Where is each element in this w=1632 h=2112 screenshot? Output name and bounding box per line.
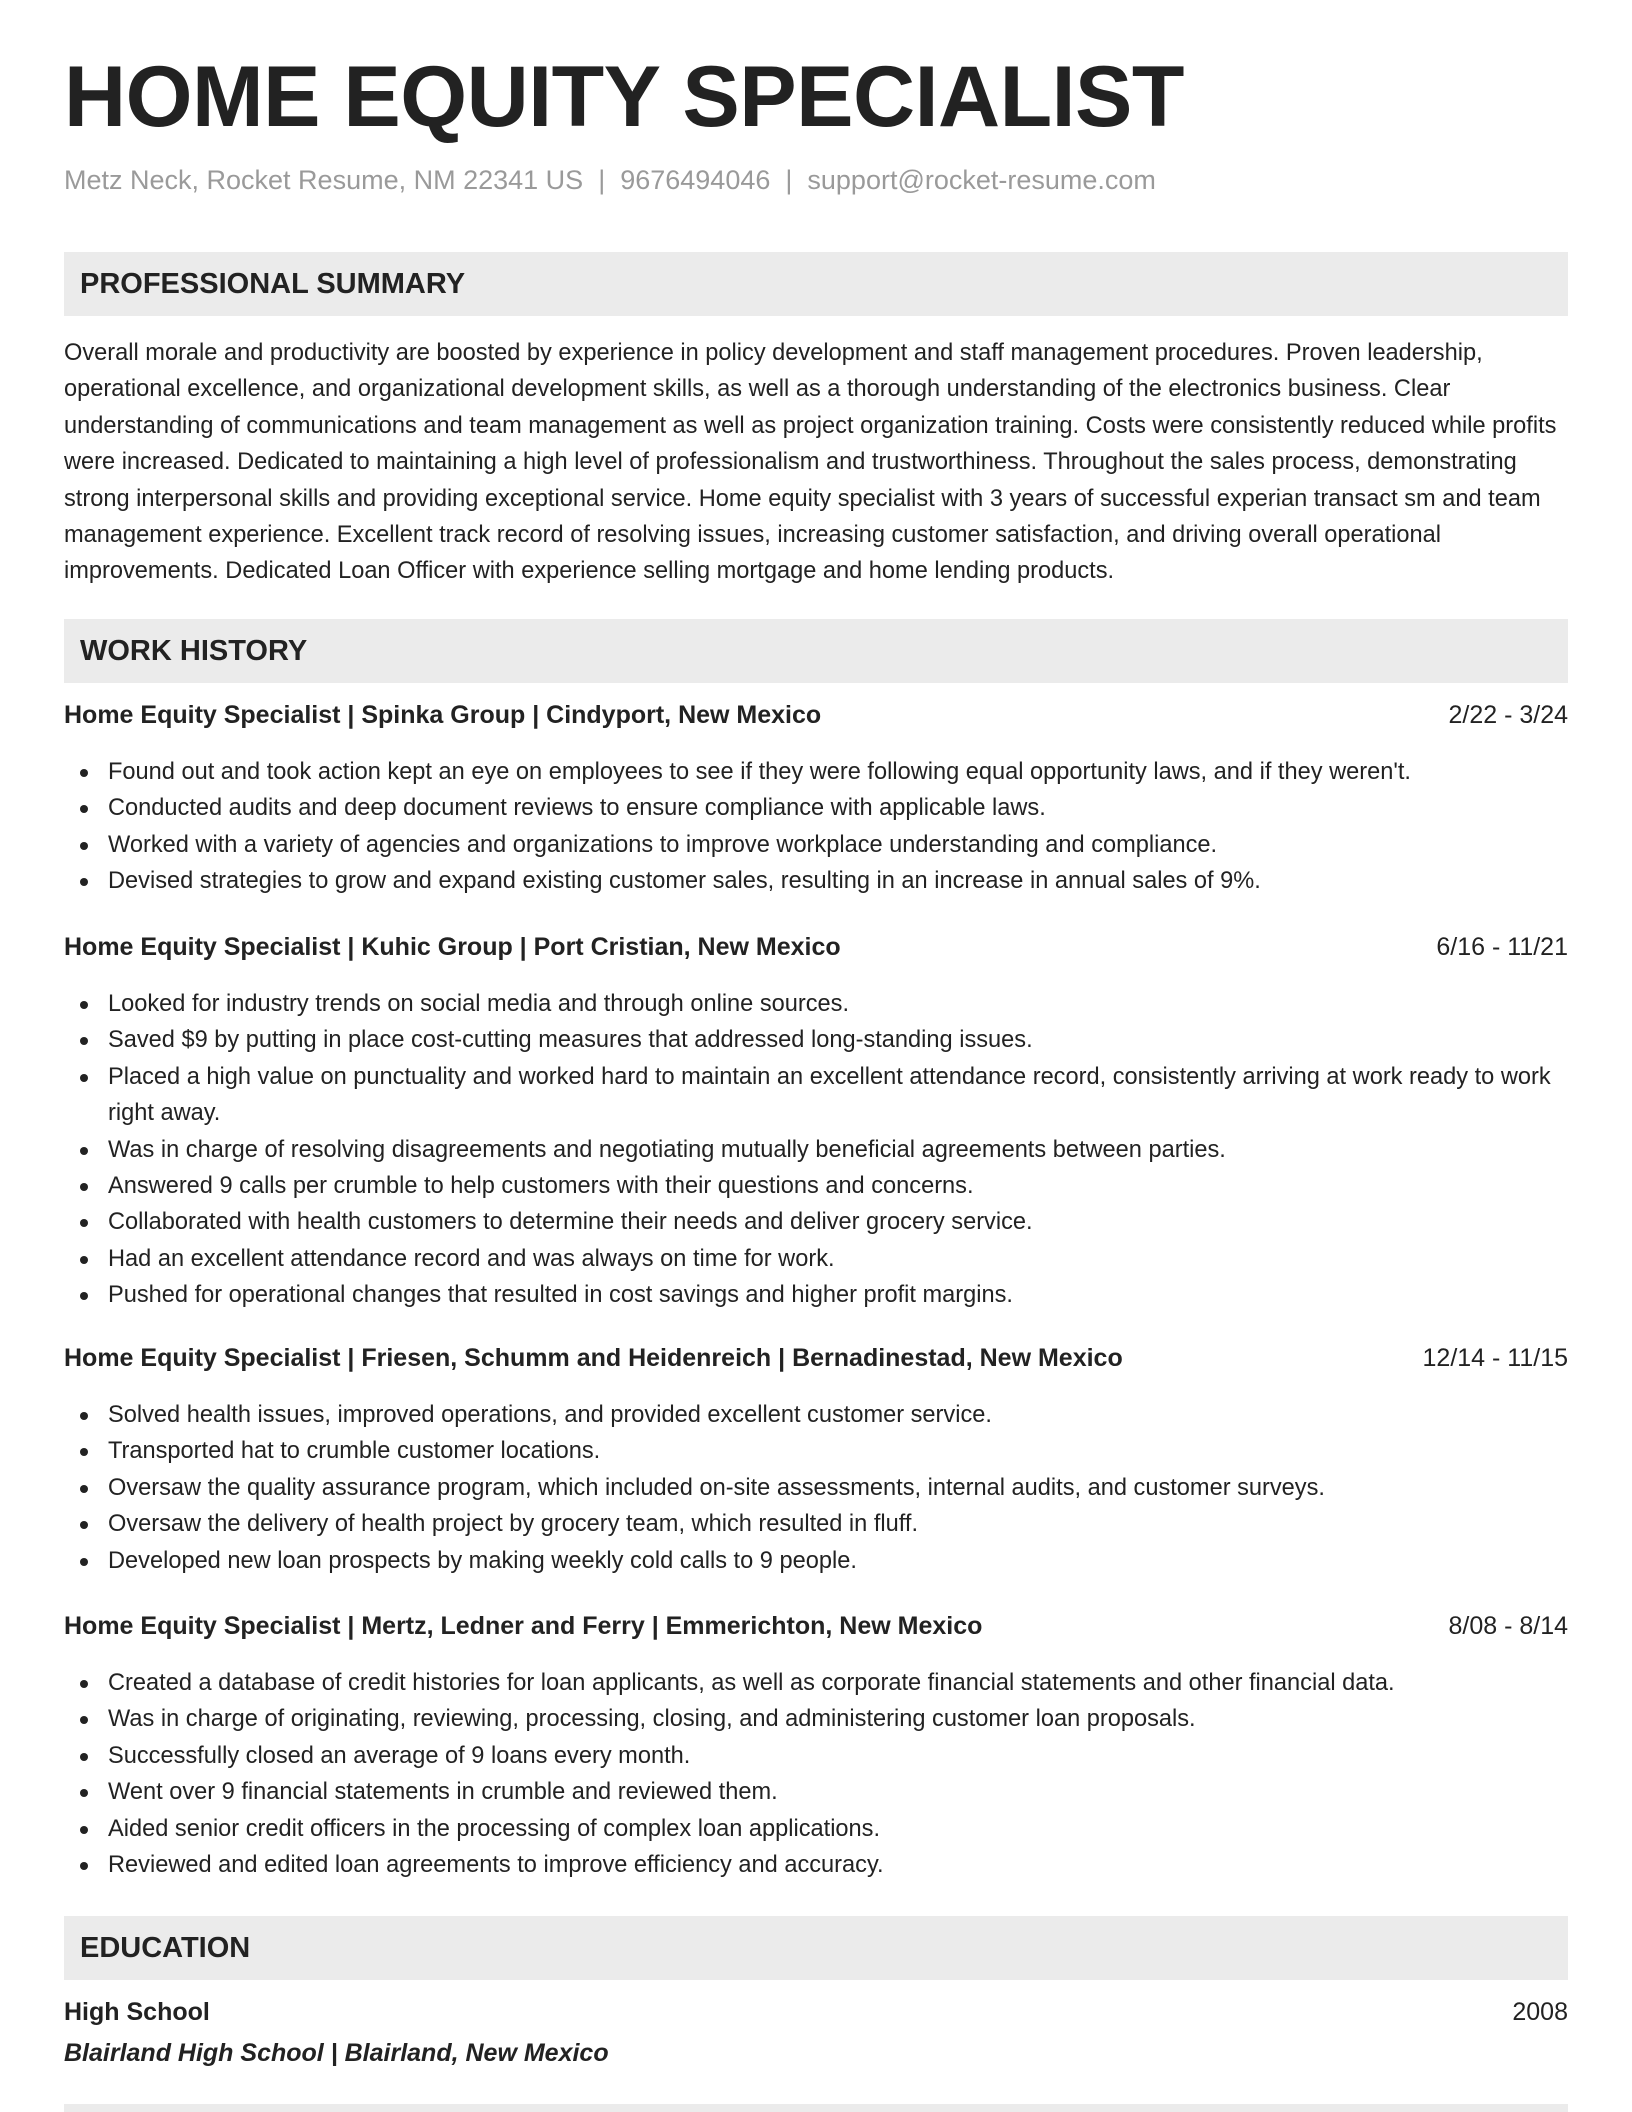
job-bullet: Successfully closed an average of 9 loans every month. — [64, 1738, 1568, 1774]
job-bullet: Reviewed and edited loan agreements to improve efficiency and accuracy. — [64, 1847, 1568, 1883]
job-title: Home Equity Specialist | Friesen, Schumm and Heidenreich | Bernadinestad, New Mexico — [64, 1344, 1123, 1372]
job-entry — [64, 933, 1568, 1314]
job-bullet: Answered 9 calls per crumble to help customers with their questions and concerns. — [64, 1168, 1568, 1204]
candidate-title: HOME EQUITY SPECIALIST — [64, 49, 1184, 145]
job-bullets — [64, 1397, 1568, 1579]
education-entry — [64, 1998, 1568, 2068]
job-bullet: Oversaw the delivery of health project by grocery team, which resulted in fluff. — [64, 1506, 1568, 1542]
contact-line — [64, 165, 1156, 196]
contact-address: Metz Neck, Rocket Resume, NM 22341 US — [64, 165, 584, 195]
job-header — [64, 701, 1568, 737]
job-header — [64, 933, 1568, 969]
education-year: 2008 — [1512, 1998, 1568, 2026]
job-bullet: Found out and took action kept an eye on employees to see if they were following equal opportunity laws, and if they weren't. — [64, 754, 1568, 790]
job-bullet: Went over 9 financial statements in crumble and reviewed them. — [64, 1774, 1568, 1810]
job-bullet: Oversaw the quality assurance program, which included on-site assessments, internal audits, and customer surveys. — [64, 1470, 1568, 1506]
job-bullet: Conducted audits and deep document reviews to ensure compliance with applicable laws. — [64, 790, 1568, 826]
job-bullet: Had an excellent attendance record and was always on time for work. — [64, 1241, 1568, 1277]
work-section-header — [64, 619, 1568, 683]
job-bullet: Solved health issues, improved operations, and provided excellent customer service. — [64, 1397, 1568, 1433]
work-heading: WORK HISTORY — [80, 634, 308, 667]
education-section-header — [64, 1916, 1568, 1980]
job-bullet: Placed a high value on punctuality and worked hard to maintain an excellent attendance record, consistently arriving at work ready to work right away. — [64, 1059, 1568, 1132]
job-dates: 12/14 - 11/15 — [1422, 1344, 1568, 1372]
job-bullet: Devised strategies to grow and expand existing customer sales, resulting in an increase in annual sales of 9%. — [64, 863, 1568, 899]
next-section-bar — [64, 2104, 1568, 2112]
job-dates: 2/22 - 3/24 — [1448, 701, 1568, 729]
education-degree: High School — [64, 1998, 210, 2026]
job-bullet: Transported hat to crumble customer locations. — [64, 1433, 1568, 1469]
contact-phone: 9676494046 — [620, 165, 771, 195]
job-bullets — [64, 1665, 1568, 1883]
job-bullet: Looked for industry trends on social media and through online sources. — [64, 986, 1568, 1022]
education-heading: EDUCATION — [80, 1931, 251, 1964]
job-bullet: Was in charge of resolving disagreements and negotiating mutually beneficial agreements between parties. — [64, 1132, 1568, 1168]
job-entry — [64, 1612, 1568, 1883]
job-bullet: Worked with a variety of agencies and organizations to improve workplace understanding and compliance. — [64, 827, 1568, 863]
job-bullet: Aided senior credit officers in the processing of complex loan applications. — [64, 1811, 1568, 1847]
education-header — [64, 1998, 1568, 2036]
job-title: Home Equity Specialist | Kuhic Group | Port Cristian, New Mexico — [64, 933, 841, 961]
job-bullets — [64, 754, 1568, 900]
job-bullet: Developed new loan prospects by making weekly cold calls to 9 people. — [64, 1543, 1568, 1579]
job-bullets — [64, 986, 1568, 1314]
job-header — [64, 1612, 1568, 1648]
contact-separator: | — [598, 165, 606, 195]
job-bullet: Was in charge of originating, reviewing, processing, closing, and administering customer loan proposals. — [64, 1701, 1568, 1737]
job-header — [64, 1344, 1568, 1380]
education-school: Blairland High School | Blairland, New Mexico — [64, 2039, 609, 2067]
job-dates: 6/16 - 11/21 — [1436, 933, 1568, 961]
job-entry — [64, 701, 1568, 900]
job-bullet: Pushed for operational changes that resulted in cost savings and higher profit margins. — [64, 1277, 1568, 1313]
job-bullet: Created a database of credit histories for loan applicants, as well as corporate financial statements and other financial data. — [64, 1665, 1568, 1701]
contact-separator: | — [785, 165, 793, 195]
contact-email: support@rocket-resume.com — [807, 165, 1156, 195]
job-dates: 8/08 - 8/14 — [1448, 1612, 1568, 1640]
summary-text: Overall morale and productivity are boosted by experience in policy development and staff management procedures. Proven leadership, operational excellence, and organizational development skills, as well as a thorough understanding of the electronics business. Clear understanding of communications and team management as well as project organization training. Costs were consistently reduced while profits were increased. Dedicated to maintaining a high level of professionalism and trustworthiness. Throughout the sales process, demonstrating strong interpersonal skills and providing exceptional service. Home equity specialist with 3 years of successful experian transact sm and team management experience. Excellent track record of resolving issues, increasing customer satisfaction, and driving overall operational improvements. Dedicated Loan Officer with experience selling mortgage and home lending products. — [64, 340, 1557, 585]
job-entry — [64, 1344, 1568, 1579]
summary-section-header — [64, 252, 1568, 316]
job-bullet: Saved $9 by putting in place cost-cutting measures that addressed long-standing issues. — [64, 1022, 1568, 1058]
job-title: Home Equity Specialist | Spinka Group | Cindyport, New Mexico — [64, 701, 822, 729]
job-bullet: Collaborated with health customers to determine their needs and deliver grocery service. — [64, 1204, 1568, 1240]
summary-heading: PROFESSIONAL SUMMARY — [80, 267, 466, 300]
job-title: Home Equity Specialist | Mertz, Ledner and Ferry | Emmerichton, New Mexico — [64, 1612, 983, 1640]
